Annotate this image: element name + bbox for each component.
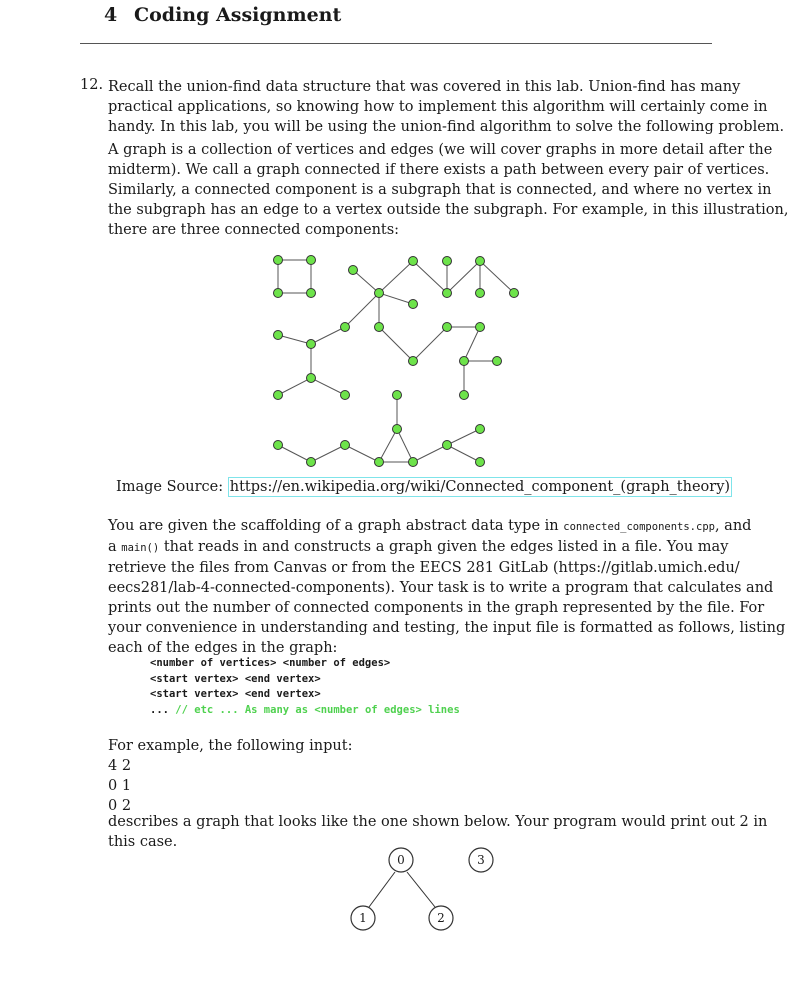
scaffold-line: retrieve the files from Canvas or from the EECS 281 GitLab (https://gitlab.umich.edu/ — [108, 560, 740, 576]
intro-line: practical applications, so knowing how to implement this algorithm will certainly come in — [108, 99, 768, 115]
scaffold-line: prints out the number of connected components in the graph represented by the file. For — [108, 600, 765, 616]
scaffold-text: , and — [714, 518, 752, 534]
section-title: Coding Assignment — [134, 4, 342, 26]
code-line — [150, 703, 460, 719]
graph-definition-paragraph — [108, 140, 788, 240]
example-graph — [340, 845, 510, 945]
scaffold-text: a — [108, 539, 117, 555]
code-line: <start vertex> <end vertex> — [150, 688, 321, 701]
definition-line: midterm). We call a graph connected if there exists a path between every pair of vertices. — [108, 162, 770, 178]
example-input-line: 0 1 — [108, 778, 132, 794]
example-node-label: 3 — [477, 853, 485, 867]
connected-components-illustration — [268, 252, 532, 472]
main-function-code: main() — [121, 542, 160, 554]
intro-line: Recall the union-find data structure that was covered in this lab. Union-find has many — [108, 79, 741, 95]
example-graph-edges — [369, 872, 435, 907]
definition-line: A graph is a collection of vertices and edges (we will cover graphs in more detail after the — [108, 142, 773, 158]
heading-rule — [80, 43, 712, 44]
code-comment: // etc ... As many as <number of edges> lines — [175, 703, 460, 716]
section-heading — [104, 4, 341, 26]
code-line: <start vertex> <end vertex> — [150, 672, 321, 685]
example-desc-line: describes a graph that looks like the one shown below. Your program would print out 2 in — [108, 814, 768, 830]
cpp-filename: connected_components.cpp — [563, 521, 715, 533]
intro-line: handy. In this lab, you will be using the union-find algorithm to solve the following problem. — [108, 119, 785, 135]
definition-line: Similarly, a connected component is a subgraph that is connected, and where no vertex in — [108, 182, 772, 198]
intro-paragraph — [108, 77, 785, 137]
code-ellipsis: ... — [150, 703, 176, 716]
scaffold-line: each of the edges in the graph: — [108, 640, 338, 656]
example-node-label: 1 — [359, 911, 367, 925]
code-line: <number of vertices> <number of edges> — [150, 657, 391, 669]
question-number: 12. — [80, 77, 104, 93]
example-intro: For example, the following input: — [108, 738, 353, 754]
scaffold-text: that reads in and constructs a graph given the edges listed in a file. You may — [163, 539, 729, 555]
example-node-label: 0 — [397, 853, 405, 867]
image-source-label: Image Source: — [116, 479, 224, 495]
image-source-link[interactable]: https://en.wikipedia.org/wiki/Connected_component_(graph_theory) — [229, 479, 731, 495]
example-input-line: 0 2 — [108, 798, 132, 814]
example-input-line: 4 2 — [108, 758, 132, 774]
scaffold-line — [108, 537, 729, 558]
section-number: 4 — [104, 4, 118, 26]
scaffold-line: eecs281/lab-4-connected-components). Your task is to write a program that calculates and — [108, 580, 774, 596]
definition-line: there are three connected components: — [108, 222, 400, 238]
scaffold-line: your convenience in understanding and testing, the input file is formatted as follows, listing — [108, 620, 786, 636]
scaffolding-paragraph — [108, 516, 786, 658]
example-desc-line: this case. — [108, 834, 178, 850]
example-node-label: 2 — [437, 911, 445, 925]
definition-line: the subgraph has an edge to a vertex outside the subgraph. For example, in this illustration, — [108, 202, 788, 218]
input-format-code — [150, 656, 460, 718]
scaffold-line — [108, 516, 752, 537]
scaffold-text: You are given the scaffolding of a graph abstract data type in — [108, 518, 559, 534]
image-source — [116, 477, 732, 497]
